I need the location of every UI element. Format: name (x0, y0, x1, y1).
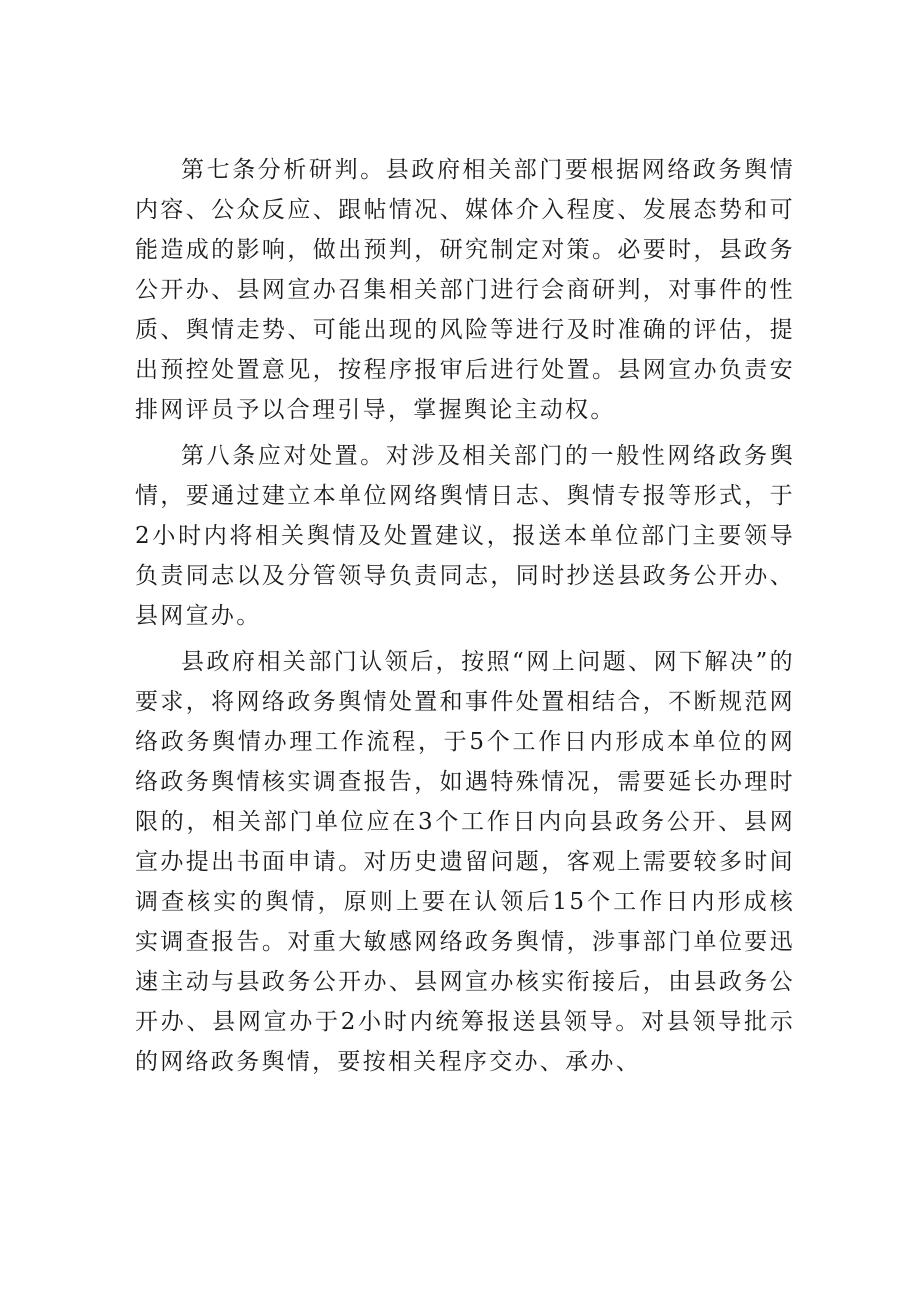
paragraph-department-handling: 县政府相关部门认领后，按照“网上问题、网下解决”的要求，将网络政务舆情处置和事件处置相结合，不断规范网络政务舆情办理工作流程，于5个工作日内形成本单位的网络政务舆情核实调查报告，如遇特殊情况，需要延长办理时限的，相关部门单位应在3个工作日内向县政务公开、县网宣办提出书面申请。对历史遗留问题，客观上需要较多时间调查核实的舆情，原则上要在认领后15个工作日内形成核实调查报告。对重大敏感网络政务舆情，涉事部门单位要迅速主动与县政务公开办、县网宣办核实衔接后，由县政务公开办、县网宣办于2小时内统筹报送县领导。对县领导批示的网络政务舆情，要按相关程序交办、承办、 (135, 649, 795, 1075)
paragraph-article-8: 第八条应对处置。对涉及相关部门的一般性网络政务舆情，要通过建立本单位网络舆情日志、舆情专报等形式，于2小时内将相关舆情及处置建议，报送本单位部门主要领导负责同志以及分管领导负责同志，同时抄送县政务公开办、县网宣办。 (135, 443, 795, 629)
paragraph-article-7: 第七条分析研判。县政府相关部门要根据网络政务舆情内容、公众反应、跟帖情况、媒体介入程度、发展态势和可能造成的影响，做出预判，研究制定对策。必要时，县政务公开办、县网宣办召集相关部门进行会商研判，对事件的性质、舆情走势、可能出现的风险等进行及时准确的评估，提出预控处置意见，按程序报审后进行处置。县网宣办负责安排网评员予以合理引导，掌握舆论主动权。 (135, 157, 795, 423)
document-body (135, 150, 795, 1088)
